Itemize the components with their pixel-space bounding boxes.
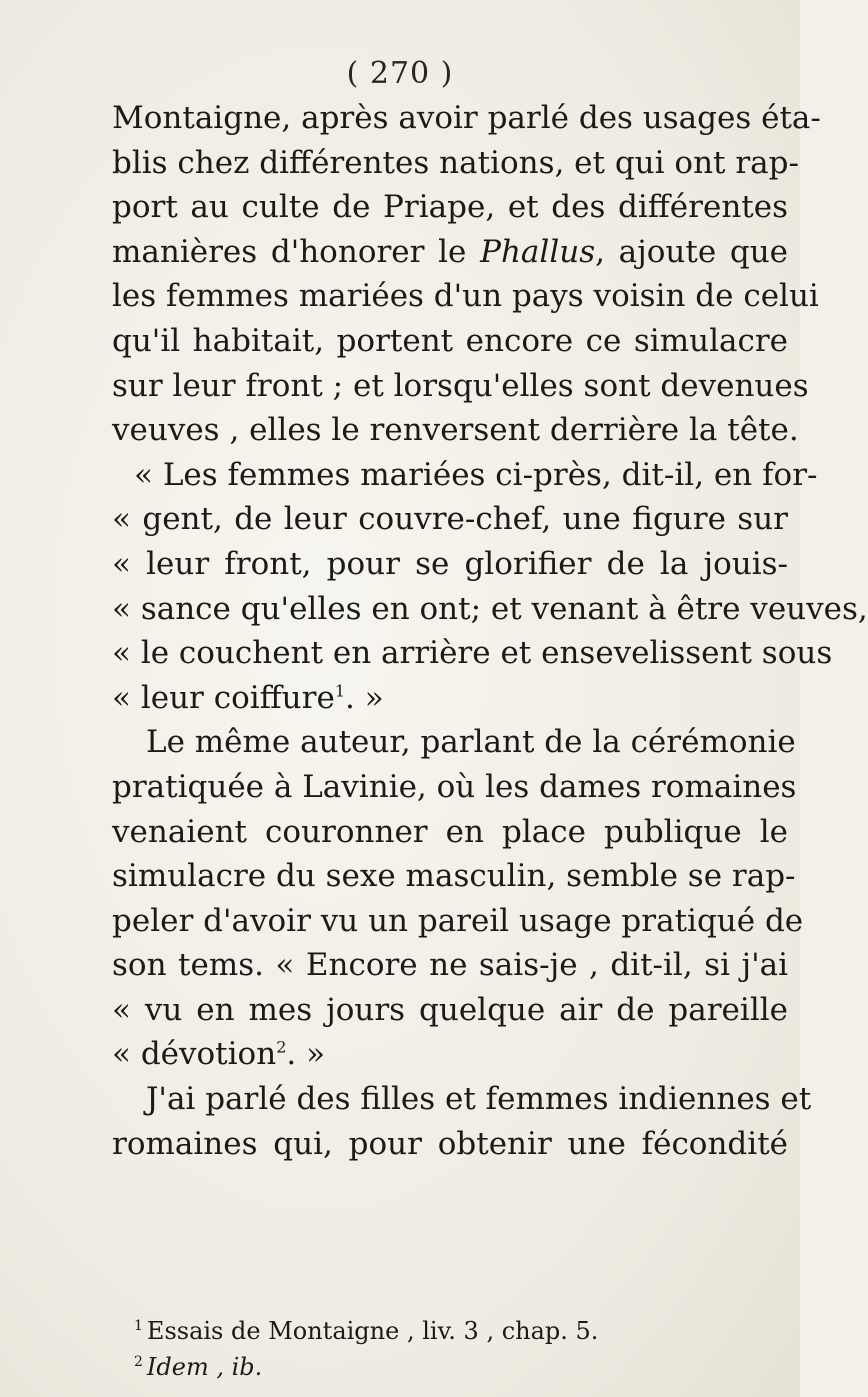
text-line: qu'il habitait, portent encore ce simulacre <box>112 322 788 359</box>
quote-line: « vu en mes jours quelque air de pareille <box>112 991 788 1028</box>
text-line: J'ai parlé des filles et femmes indiennes et <box>146 1081 812 1118</box>
quote-line: « le couchent en arrière et ensevelissent sous <box>112 635 833 672</box>
text-line: venaient couronner en place publique le <box>112 813 788 850</box>
quote-line: « gent, de leur couvre-chef, une figure sur <box>112 501 788 538</box>
footnote-ref[interactable]: 1 <box>334 681 345 701</box>
text-line: pratiquée à Lavinie, où les dames romaines <box>112 768 797 805</box>
text-line: manières d'honorer le Phallus, ajoute que <box>112 233 789 270</box>
text-line: romaines qui, pour obtenir une fécondité <box>112 1125 788 1162</box>
footnote-ref[interactable]: 2 <box>276 1038 287 1058</box>
footnote: $^1$ Essais de Montaigne , liv. 3 , chap. 5. <box>134 1317 599 1345</box>
italic-term: Phallus <box>480 233 596 270</box>
quote-line: « leur coiffure$^1$. » <box>112 679 384 716</box>
text-line: Montaigne, après avoir parlé des usages éta- <box>112 100 821 136</box>
footnotes <box>134 1308 774 1380</box>
quote-line: « leur front, pour se glorifier de la jouis- <box>112 545 788 582</box>
text-line: veuves , elles le renversent derrière la tête. <box>112 412 799 449</box>
text-line: son tems. « Encore ne sais-je , dit-il, si j'ai <box>112 947 788 984</box>
footnote: $^2$ Idem , ib. <box>134 1353 263 1381</box>
text-line: Le même auteur, parlant de la cérémonie <box>146 724 796 761</box>
text-line: les femmes mariées d'un pays voisin de celui <box>112 278 819 315</box>
text-line: port au culte de Priape, et des différentes <box>112 189 788 226</box>
quote-line: « dévotion$^2$. » <box>112 1036 326 1073</box>
text-line: peler d'avoir vu un pareil usage pratiqué de <box>112 902 804 939</box>
page-number: ( 270 ) <box>346 56 454 91</box>
quote-line: « Les femmes mariées ci-près, dit-il, en for- <box>134 456 818 493</box>
text-line: simulacre du sexe masculin, semble se rap- <box>112 858 796 895</box>
text-line: blis chez différentes nations, et qui ont rap- <box>112 144 799 181</box>
body-text <box>112 96 868 1166</box>
quote-line: « sance qu'elles en ont; et venant à être veuves, <box>112 590 868 627</box>
footnote-mark: 2 <box>134 1354 143 1370</box>
footnote-mark: 1 <box>134 1318 143 1334</box>
text-line: sur leur front ; et lorsqu'elles sont devenues <box>112 367 809 404</box>
